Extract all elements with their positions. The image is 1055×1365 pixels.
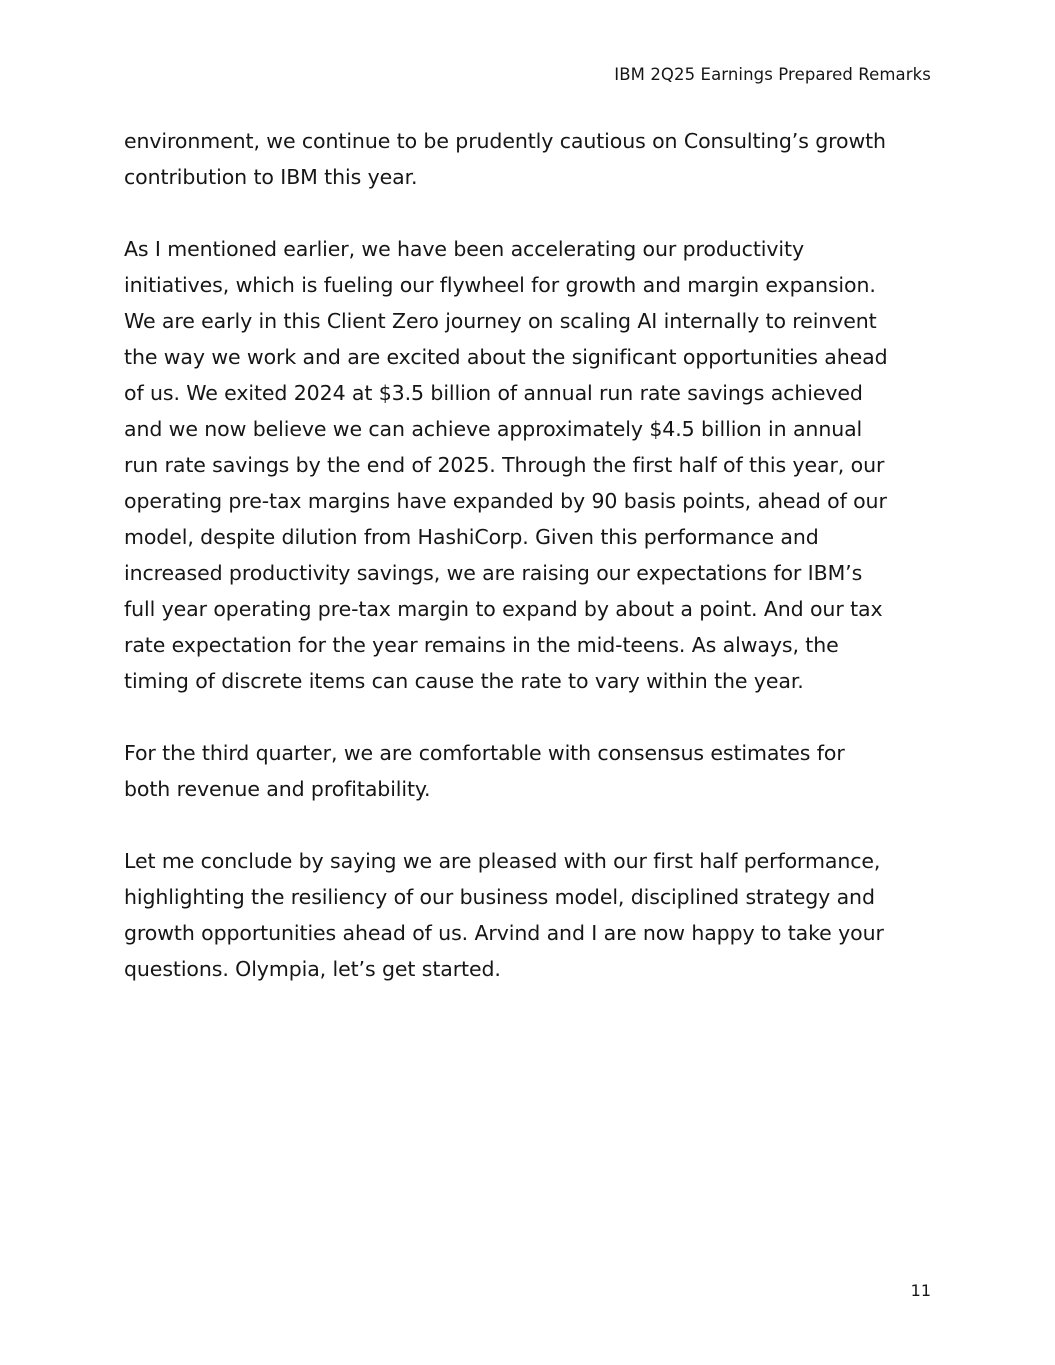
text-line: full year operating pre-tax margin to expand by about a point. And our tax xyxy=(124,597,883,621)
text-line: both revenue and profitability. xyxy=(124,777,431,801)
running-header: IBM 2Q25 Earnings Prepared Remarks xyxy=(614,65,931,84)
text-line: operating pre-tax margins have expanded by 90 basis points, ahead of our xyxy=(124,489,887,513)
text-line: We are early in this Client Zero journey on scaling AI internally to reinvent xyxy=(124,309,877,333)
text-line: As I mentioned earlier, we have been accelerating our productivity xyxy=(124,237,804,261)
text-line: of us. We exited 2024 at $3.5 billion of annual run rate savings achieved xyxy=(124,381,863,405)
paragraph-third-quarter xyxy=(124,735,936,807)
body-text xyxy=(124,123,936,1023)
paragraph-productivity xyxy=(124,231,936,699)
text-line: Let me conclude by saying we are pleased with our first half performance, xyxy=(124,849,881,873)
text-line: growth opportunities ahead of us. Arvind and I are now happy to take your xyxy=(124,921,884,945)
paragraph-consulting-outlook xyxy=(124,123,936,195)
text-line: rate expectation for the year remains in the mid-teens. As always, the xyxy=(124,633,839,657)
text-line: and we now believe we can achieve approximately $4.5 billion in annual xyxy=(124,417,863,441)
text-line: model, despite dilution from HashiCorp. Given this performance and xyxy=(124,525,819,549)
text-line: For the third quarter, we are comfortable with consensus estimates for xyxy=(124,741,845,765)
text-line: environment, we continue to be prudently cautious on Consulting’s growth xyxy=(124,129,886,153)
page-number: 11 xyxy=(910,1281,931,1300)
text-line: questions. Olympia, let’s get started. xyxy=(124,957,501,981)
text-line: the way we work and are excited about the significant opportunities ahead xyxy=(124,345,888,369)
text-line: run rate savings by the end of 2025. Through the first half of this year, our xyxy=(124,453,885,477)
paragraph-conclusion xyxy=(124,843,936,987)
text-line: initiatives, which is fueling our flywheel for growth and margin expansion. xyxy=(124,273,876,297)
text-line: contribution to IBM this year. xyxy=(124,165,418,189)
text-line: increased productivity savings, we are raising our expectations for IBM’s xyxy=(124,561,863,585)
text-line: highlighting the resiliency of our business model, disciplined strategy and xyxy=(124,885,875,909)
text-line: timing of discrete items can cause the rate to vary within the year. xyxy=(124,669,804,693)
